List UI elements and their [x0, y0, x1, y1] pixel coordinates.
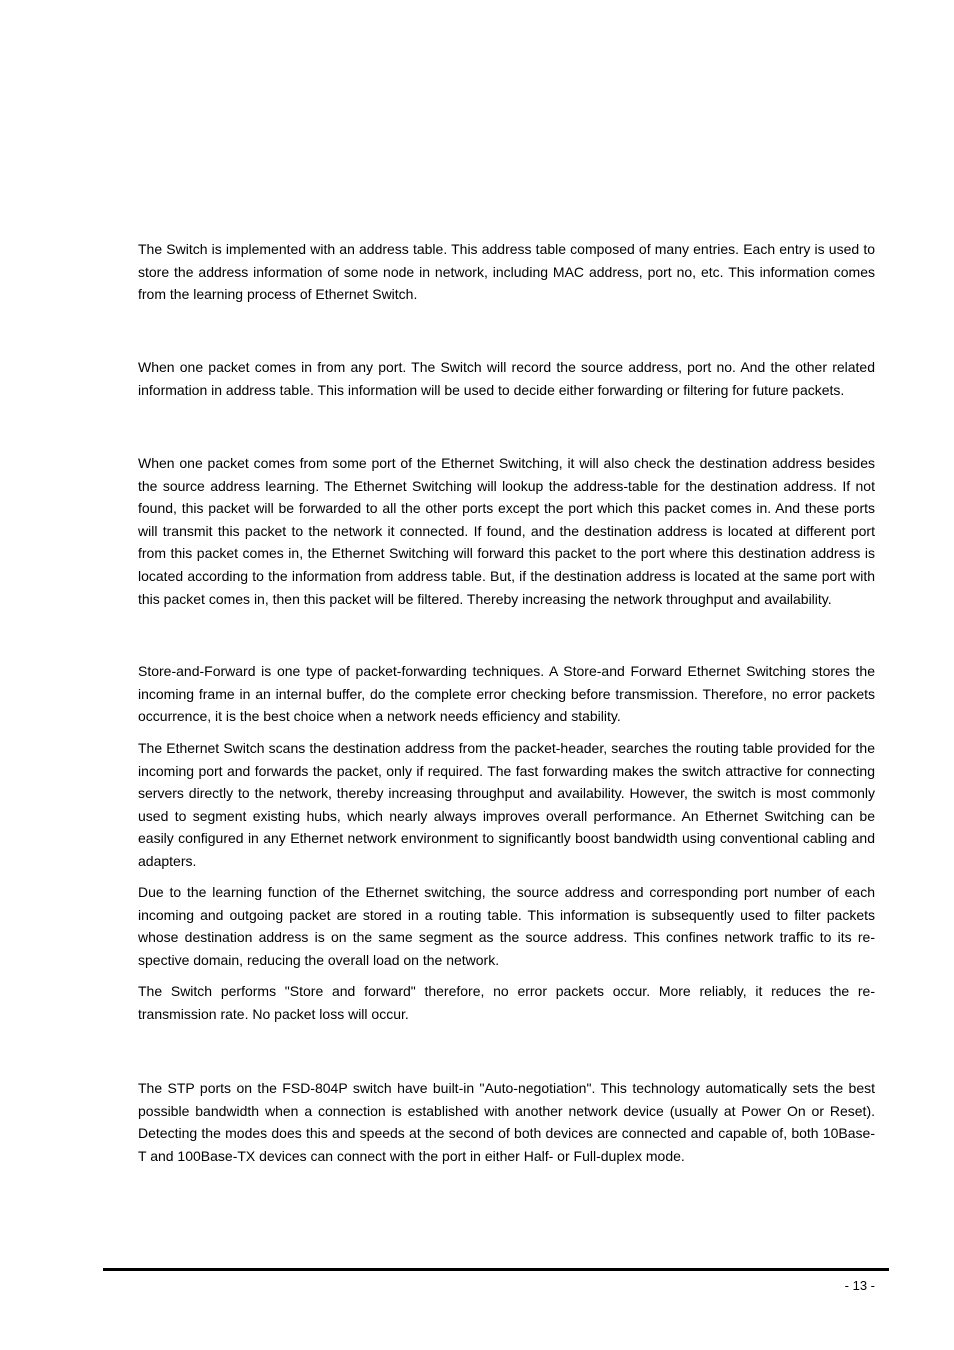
page-number: - 13 -	[844, 1278, 875, 1293]
paragraph-address-table: The Switch is implemented with an address table. This address table composed of many entries. Each entry is used to store the address information of some node in network, including MAC address, port no, etc. This information comes from the learning process of Ethernet Switch.	[138, 241, 875, 303]
footer-rule	[103, 1268, 889, 1271]
paragraph-forwarding-filtering: When one packet comes from some port of the Ethernet Switching, it will also check the destination address besides the source address learning. The Ethernet Switching will lookup the address-table for the destination address. If not found, this packet will be forwarded to all the other ports except the port which this packet comes in. And these ports will transmit this packet to the network it connected. If found, and the destination address is located at different port from this packet comes in, the Ethernet Switching will forward this packet to the port where this destination address is located according to the information from address table. But, if the destination address is located at the same port with this packet comes in, then this packet will be filtered. Thereby increasing the network throughput and availability.	[138, 455, 875, 607]
paragraph-no-error-packets: The Switch performs "Store and forward" therefore, no error packets occur. More reliably, it reduces the re-transmission rate. No packet loss will occur.	[138, 983, 875, 1022]
paragraph-store-and-forward: Store-and-Forward is one type of packet-forwarding techniques. A Store-and Forward Ethernet Switching stores the incoming frame in an internal buffer, do the complete error checking before transmission. Therefore, no error packets occurrence, it is the best choice when a network needs efficiency and stability.	[138, 663, 875, 725]
paragraph-routing-table: Due to the learning function of the Ethernet switching, the source address and corresponding port number of each incoming and outgoing packet are stored in a routing table. This information is subsequently used to filter packets whose destination address is on the same segment as the source address. This confines network traffic to its re-spective domain, reducing the overall load on the network.	[138, 884, 875, 968]
paragraph-learning: When one packet comes in from any port. The Switch will record the source address, port no. And the other related information in address table. This information will be used to decide either forwarding or filtering for future packets.	[138, 359, 875, 398]
paragraph-destination-scan: The Ethernet Switch scans the destination address from the packet-header, searches the routing table provided for the incoming port and forwards the packet, only if required. The fast forwarding makes the switch attractive for connecting servers directly to the network, thereby increasing throughput and availability. However, the switch is most commonly used to segment existing hubs, which nearly always improves overall performance. An Ethernet Switching can be easily configured in any Ethernet network environment to significantly boost bandwidth using conventional cabling and adapters.	[138, 740, 875, 869]
paragraph-auto-negotiation: The STP ports on the FSD-804P switch have built-in "Auto-negotiation". This technology automatically sets the best possible bandwidth when a connection is established with another network device (usually at Power On or Reset). Detecting the modes does this and speeds at the second of both devices are connected and capable of, both 10Base-T and 100Base-TX devices can connect with the port in either Half- or Full-duplex mode.	[138, 1080, 875, 1164]
